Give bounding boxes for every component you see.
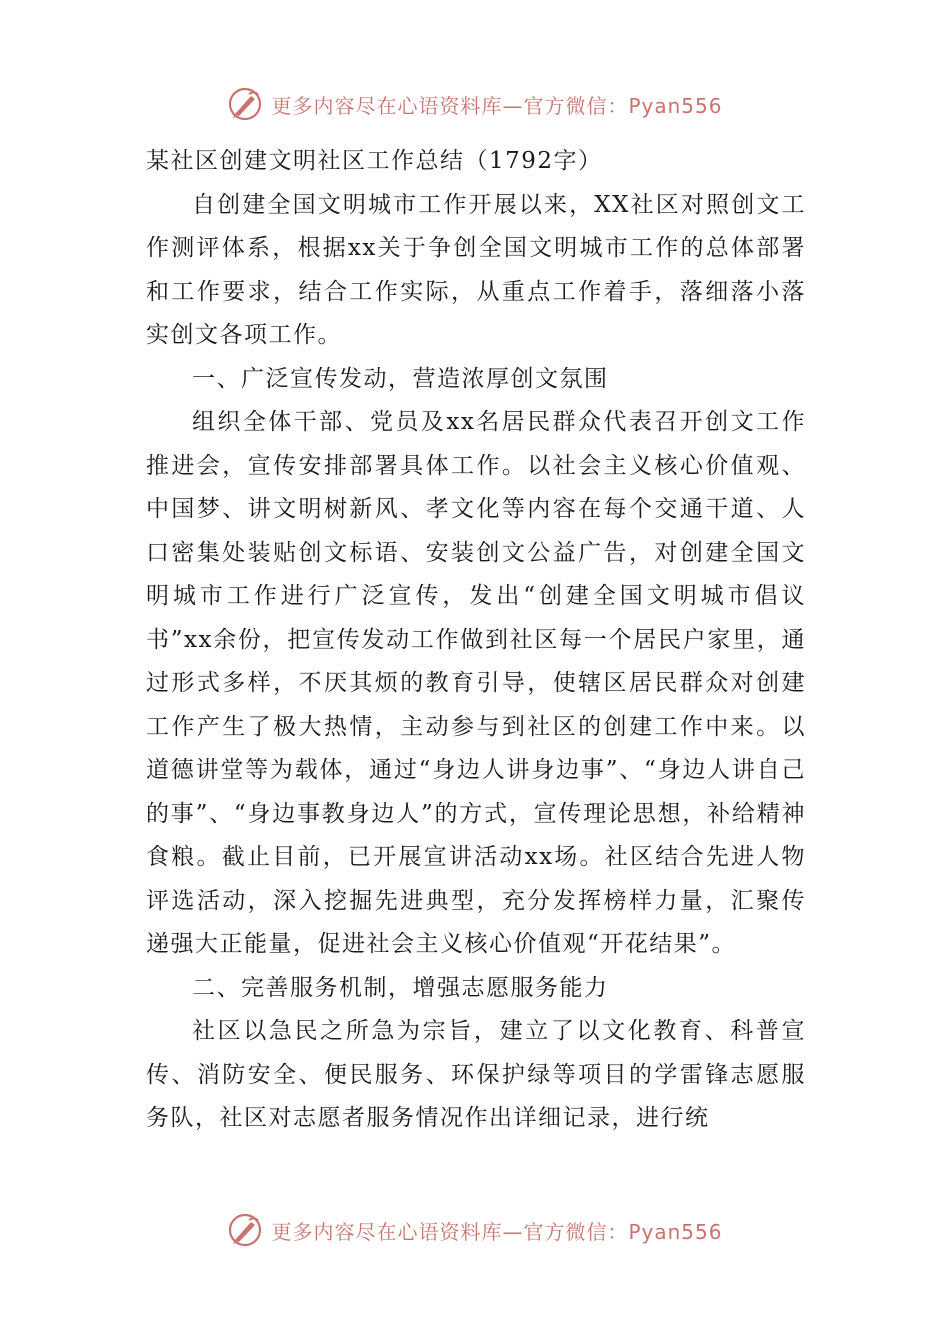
paragraph-section-2: 社区以急民之所急为宗旨，建立了以文化教育、科普宣传、消防安全、便民服务、环保护绿等项目的学雷锋志愿服务队，社区对志愿者服务情况作出详细记录，进行统 xyxy=(146,1018,806,1131)
watermark-header xyxy=(0,84,950,124)
paragraph-intro: 自创建全国文明城市工作开展以来，XX社区对照创文工作测评体系，根据xx关于争创全国文明城市工作的总体部署和工作要求，结合工作实际，从重点工作着手，落细落小落实创文各项工作。 xyxy=(146,191,806,348)
watermark-text: 更多内容尽在心语资料库—官方微信：Pyan556 xyxy=(271,93,723,118)
section-heading-2: 二、完善服务机制，增强志愿服务能力 xyxy=(192,974,609,1001)
watermark-footer xyxy=(0,1210,950,1250)
paragraph-section-1: 组织全体干部、党员及xx名居民群众代表召开创文工作推进会，宣传安排部署具体工作。以社会主义核心价值观、中国梦、讲文明树新风、孝文化等内容在每个交通干道、人口密集处装贴创文标语、安装创文公益广告，对创建全国文明城市工作进行广泛宣传，发出“创建全国文明城市倡议书”xx余份，把宣传发动工作做到社区每一个居民户家里，通过形式多样，不厌其烦的教育引导，使辖区居民群众对创建工作产生了极大热情，主动参与到社区的创建工作中来。以道德讲堂等为载体，通过“身边人讲身边事”、“身边人讲自己的事”、“身边事教身边人”的方式，宣传理论思想，补给精神食粮。截止目前，已开展宣讲活动xx场。社区结合先进人物评选活动，深入挖掘先进典型，充分发挥榜样力量，汇聚传递强大正能量，促进社会主义核心价值观“开花结果”。 xyxy=(146,409,806,957)
pen-logo-icon xyxy=(227,86,263,122)
document-body xyxy=(146,140,806,1141)
watermark-text: 更多内容尽在心语资料库—官方微信：Pyan556 xyxy=(271,1219,723,1244)
document-title: 某社区创建文明社区工作总结（1792字） xyxy=(146,148,603,174)
pen-logo-icon xyxy=(227,1212,263,1248)
section-heading-1: 一、广泛宣传发动，营造浓厚创文氛围 xyxy=(192,365,609,392)
